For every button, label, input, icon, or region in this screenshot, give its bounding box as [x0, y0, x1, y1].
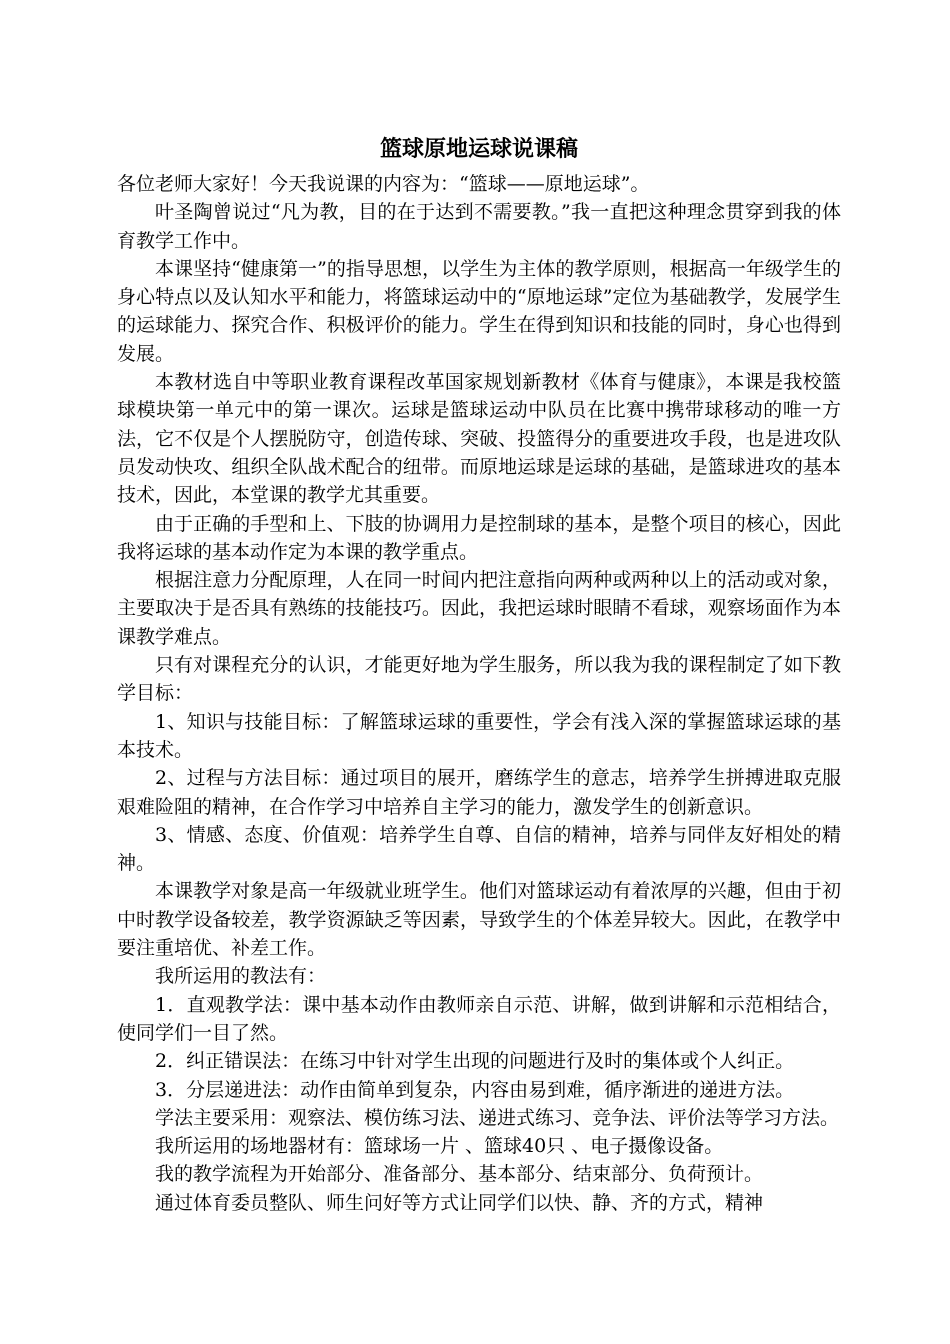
paragraph: 3、情感、态度、价值观：培养学生自尊、自信的精神，培养与同伴友好相处的精神。 [117, 823, 841, 875]
paragraph: 本课坚持“健康第一”的指导思想，以学生为主体的教学原则，根据高一年级学生的身心特点以及认知水平和能力，将篮球运动中的“原地运球”定位为基础教学，发展学生的运球能力、探究合作、积极评价的能力。学生在得到知识和技能的同时，身心也得到发展。 [117, 257, 841, 365]
paragraph: 学法主要采用：观察法、模仿练习法、递进式练习、竞争法、评价法等学习方法。 [155, 1106, 840, 1129]
paragraph: 本课教学对象是高一年级就业班学生。他们对篮球运动有着浓厚的兴趣，但由于初中时教学设备较差，教学资源缺乏等因素，导致学生的个体差异较大。因此，在教学中要注重培优、补差工作。 [117, 880, 841, 960]
paragraph: 我所运用的教法有： [155, 965, 327, 988]
paragraph: 由于正确的手型和上、下肢的协调用力是控制球的基本，是整个项目的核心，因此我将运球的基本动作定为本课的教学重点。 [117, 512, 841, 563]
paragraph: 我所运用的场地器材有：篮球场一片 、篮球40只 、电子摄像设备。 [155, 1135, 724, 1158]
paragraph: 2、过程与方法目标：通过项目的展开，磨练学生的意志，培养学生拼搏进取克服艰难险阻的精神，在合作学习中培养自主学习的能力，激发学生的创新意识。 [117, 767, 841, 818]
paragraph: 只有对课程充分的认识，才能更好地为学生服务，所以我为我的课程制定了如下教学目标： [117, 654, 841, 705]
paragraph: 通过体育委员整队、师生问好等方式让同学们以快、静、齐的方式，精神 [155, 1191, 764, 1214]
paragraph: 叶圣陶曾说过“凡为教，目的在于达到不需要教。”我一直把这种理念贯穿到我的体育教学工作中。 [117, 201, 841, 252]
paragraph: 2．纠正错误法：在练习中针对学生出现的问题进行及时的集体或个人纠正。 [155, 1050, 795, 1073]
document-page [117, 130, 841, 1217]
paragraph: 我的教学流程为开始部分、准备部分、基本部分、结束部分、负荷预计。 [155, 1163, 764, 1186]
document-title: 篮球原地运球说课稿 [379, 137, 578, 162]
paragraph: 3．分层递进法：动作由简单到复杂，内容由易到难，循序渐进的递进方法。 [155, 1078, 795, 1101]
paragraph: 1、知识与技能目标：了解篮球运球的重要性，学会有浅入深的掌握篮球运球的基本技术。 [117, 710, 841, 761]
paragraph: 本教材选自中等职业教育课程改革国家规划新教材《体育与健康》，本课是我校篮球模块第一单元中的第一课次。运球是篮球运动中队员在比赛中携带球移动的唯一方法，它不仅是个人摆脱防守，创造传球、突破、投篮得分的重要进攻手段，也是进攻队员发动快攻、组织全队战术配合的纽带。而原地运球是运球的基础，是篮球进攻的基本技术，因此，本堂课的教学尤其重要。 [117, 371, 841, 507]
paragraph: 根据注意力分配原理，人在同一时间内把注意指向两种或两种以上的活动或对象，主要取决于是否具有熟练的技能技巧。因此，我把运球时眼睛不看球，观察场面作为本课教学难点。 [117, 569, 841, 648]
paragraph: 各位老师大家好！今天我说课的内容为：“篮球——原地运球”。 [117, 173, 650, 195]
paragraph: 1．直观教学法：课中基本动作由教师亲自示范、讲解，做到讲解和示范相结合，使同学们一目了然。 [117, 993, 841, 1044]
document-body [117, 170, 841, 1217]
